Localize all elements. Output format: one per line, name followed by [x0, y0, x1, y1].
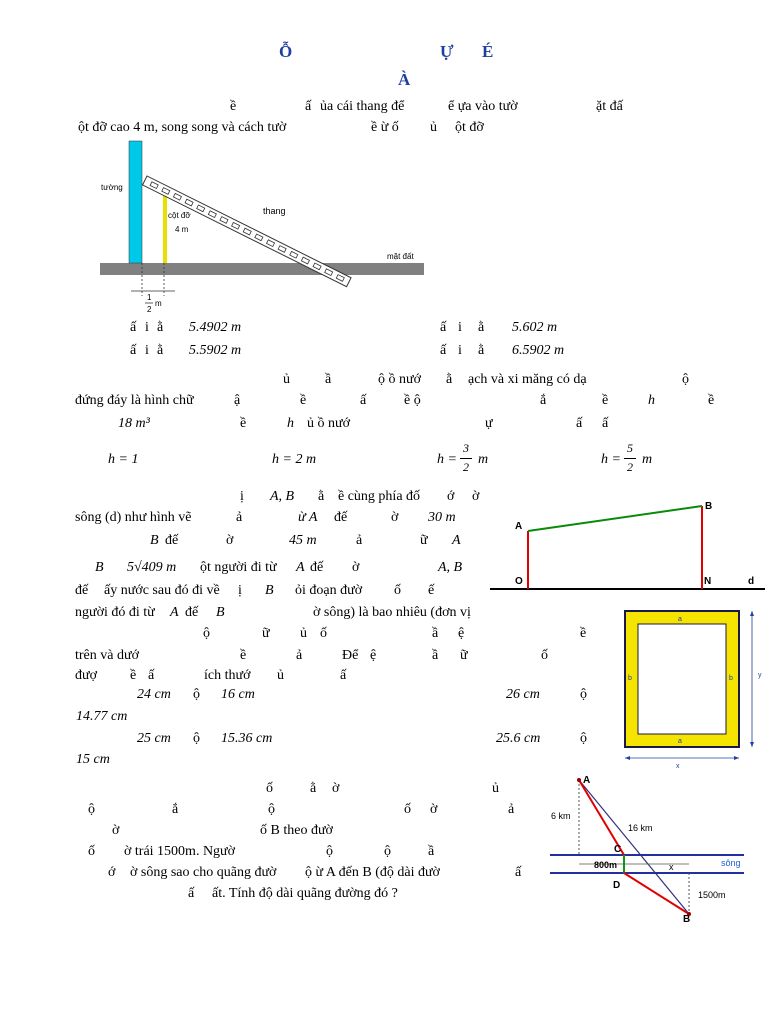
p3-points: A, B: [438, 560, 463, 575]
p2-text: ấ: [602, 416, 609, 431]
p5-text: ớ: [108, 865, 116, 880]
fraction-bar: [460, 458, 472, 459]
title-char-2: Ự: [440, 42, 454, 61]
p3-text: ớ: [447, 489, 455, 504]
p4-text: trên và dướ: [75, 648, 139, 663]
p2-text: ạch và xi măng có dạ: [468, 372, 587, 387]
title-char-3: É: [482, 42, 494, 61]
p3-point-a: A: [170, 605, 179, 620]
p4-option-d-2: 15 cm: [76, 752, 110, 767]
p3-point-b: B: [216, 605, 225, 620]
p3-text: đế: [334, 510, 348, 525]
option-c-text: ằ: [157, 343, 164, 358]
p1-text: ể ựa vào tườ: [448, 99, 518, 114]
p2-text: ầ: [325, 372, 332, 387]
p4-text: ố: [320, 626, 327, 641]
p4-text: Để: [342, 648, 359, 663]
p3-dist-a: 30 m: [428, 510, 456, 525]
label-a-bottom: a: [678, 738, 682, 745]
option-c-text: ấ: [130, 343, 137, 358]
option-b-value: 5.602 m: [512, 320, 558, 335]
wall-label: tường: [101, 183, 123, 192]
p4-option-c-2: 15.36 cm: [221, 731, 273, 746]
p5-text: ố: [88, 844, 95, 859]
p3-text: ờ: [352, 560, 360, 575]
p3-text: ả: [236, 510, 243, 525]
p4-text: ữ: [262, 626, 270, 641]
inner-picture: [638, 624, 726, 734]
label-800m: 800m: [594, 860, 618, 870]
label-x: x: [669, 862, 674, 872]
p2-text: ắ: [540, 393, 547, 408]
p2-text: ề ộ: [404, 393, 421, 408]
option-c-value: 5.5902 m: [189, 343, 242, 358]
p4-text: ữ: [460, 648, 468, 663]
label-a: A: [515, 521, 523, 532]
option-d-text: i: [458, 343, 462, 358]
p5-text: ả: [508, 802, 515, 817]
p5-text: ất. Tính độ dài quãng đường đó ?: [212, 886, 398, 901]
p5-text: ấ: [188, 886, 195, 901]
p4-option-a-sep: ộ: [193, 687, 200, 702]
p3-text: ề cùng phía đố: [338, 489, 421, 504]
label-b-right: b: [729, 675, 733, 682]
option-c-text: i: [145, 343, 149, 358]
p1-text: ề: [230, 99, 237, 114]
p3-text: ố: [394, 583, 401, 598]
p4-option-a-1: 24 cm: [137, 687, 171, 702]
p3-text: ờ: [226, 533, 234, 548]
ground: [100, 263, 424, 275]
p3-text: ế: [428, 583, 435, 598]
option-d-value: 6.5902 m: [512, 343, 565, 358]
p2-volume: 18 m³: [118, 416, 150, 431]
label-b: B: [705, 501, 713, 512]
label-song: sông: [721, 858, 741, 868]
p3-text: ờ: [391, 510, 399, 525]
p5-text: ờ: [112, 823, 120, 838]
option-b-text: ấ: [440, 320, 447, 335]
p5-text: ờ sông sao cho quãng đườ: [130, 865, 277, 880]
p3-text: đế: [310, 560, 324, 575]
p1-text: ột đỡ cao 4 m, song song và cách tườ: [78, 120, 287, 135]
option-a-text: ấ: [130, 320, 137, 335]
p3-text: ữ: [420, 533, 428, 548]
frame-figure: [622, 608, 768, 772]
p3-text: ằ: [318, 489, 325, 504]
label-n: N: [704, 576, 712, 587]
p5-text: ộ: [268, 802, 275, 817]
p3-point-b: B: [150, 533, 159, 548]
p4-option-d-sep: ộ: [580, 731, 587, 746]
p5-text: ố: [404, 802, 411, 817]
p4-text: ộ: [203, 626, 210, 641]
p2-var-h: h: [287, 416, 294, 431]
p3-text: ờ: [472, 489, 480, 504]
p2-text: ủ ồ nướ: [307, 416, 350, 431]
p5-text: ố: [266, 781, 273, 796]
fraction-bar: [624, 458, 636, 459]
p3-points: A, B: [270, 489, 295, 504]
p2-option-b: h = 2 m: [272, 452, 317, 467]
p5-text: ờ: [332, 781, 340, 796]
p5-text: ộ: [384, 844, 391, 859]
option-a-value: 5.4902 m: [189, 320, 242, 335]
p2-option-c: h =: [437, 452, 457, 467]
p4-text: ệ: [370, 648, 377, 663]
p2-option-d-den: 2: [627, 460, 633, 474]
p4-text: ề: [240, 648, 247, 663]
label-a: A: [583, 775, 591, 786]
p1-text: ặt đấ: [596, 99, 623, 114]
p2-text: ộ ồ nướ: [378, 372, 421, 387]
post-label: cột đỡ: [168, 211, 191, 220]
p2-option-c-unit: m: [478, 452, 489, 467]
p3-point-b: B: [95, 560, 104, 575]
p3-text: ờ sông) là bao nhiêu (đơn vị: [313, 605, 471, 620]
p5-text: ộ ừ A đến B (độ dài đườ: [305, 865, 440, 880]
p4-text: ầ: [432, 626, 439, 641]
p2-text: ề: [708, 393, 715, 408]
p2-text: ề: [300, 393, 307, 408]
p4-text: ề: [130, 668, 137, 683]
segment-ab: [579, 780, 689, 914]
option-d-text: ấ: [440, 343, 447, 358]
title-char-1: Ỗ: [279, 42, 293, 61]
label-b: B: [683, 914, 691, 925]
segment-db: [624, 873, 689, 914]
p2-text: đứng đáy là hình chữ: [75, 393, 194, 408]
p4-option-b-2: 14.77 cm: [76, 709, 128, 724]
post-height-label: 4 m: [175, 225, 189, 234]
p1-text: ủ: [430, 120, 437, 135]
p2-option-d-unit: m: [642, 452, 653, 467]
p5-text: ố B theo đườ: [260, 823, 333, 838]
p2-text: ấ: [576, 416, 583, 431]
p5-text: ấ: [515, 865, 522, 880]
p4-text: ả: [296, 648, 303, 663]
p5-text: ằ: [310, 781, 317, 796]
half-numerator: 1: [147, 293, 152, 302]
p5-text: ắ: [172, 802, 179, 817]
p3-text: đế: [165, 533, 179, 548]
p2-option-a: h = 1: [108, 452, 139, 467]
label-x: x: [676, 763, 680, 770]
p4-option-b-1: 26 cm: [506, 687, 540, 702]
p4-text: đượ: [75, 668, 97, 683]
p4-option-c-sep: ộ: [193, 731, 200, 746]
p2-text: ề: [240, 416, 247, 431]
label-b-left: b: [628, 675, 632, 682]
label-1500m: 1500m: [698, 890, 726, 900]
p2-text: ậ: [234, 393, 241, 408]
option-b-text: ằ: [478, 320, 485, 335]
p4-text: ấ: [340, 668, 347, 683]
p2-text: ủ: [283, 372, 290, 387]
label-16km: 16 km: [628, 823, 653, 833]
p2-text: ộ: [682, 372, 689, 387]
p3-text: ả: [356, 533, 363, 548]
p3-text: ỏi đoạn đườ: [295, 583, 363, 598]
p3-point-a: A: [296, 560, 305, 575]
p2-option-c-den: 2: [463, 460, 469, 474]
p4-text: ủ: [277, 668, 284, 683]
p4-text: ố: [541, 648, 548, 663]
label-a-top: a: [678, 616, 682, 623]
p1-text: ấ: [305, 99, 312, 114]
p2-text: ề: [602, 393, 609, 408]
p4-text: ích thướ: [204, 668, 251, 683]
label-6km: 6 km: [551, 811, 571, 821]
title-line-2: À: [398, 70, 411, 89]
support-post: [163, 190, 167, 263]
p5-text: ủ: [492, 781, 499, 796]
p2-text: ấ: [360, 393, 367, 408]
p2-text: ự: [485, 416, 493, 431]
label-d: d: [748, 576, 755, 587]
p4-option-c-1: 25 cm: [137, 731, 171, 746]
ladder-label: thang: [263, 206, 286, 216]
p4-option-b-sep: ộ: [580, 687, 587, 702]
p4-text: ầ: [432, 648, 439, 663]
segment-ab: [528, 506, 702, 531]
label-y: y: [758, 672, 762, 679]
p3-text: đế: [185, 605, 199, 620]
p2-text: ằ: [446, 372, 453, 387]
p4-text: ề: [580, 626, 587, 641]
half-unit: m: [155, 299, 162, 308]
p2-option-d-num: 5: [627, 441, 633, 455]
p1-text: ủa cái thang để: [320, 99, 405, 114]
label-c: C: [614, 844, 622, 855]
p3-text: người đó đi từ: [75, 605, 155, 620]
label-d: D: [613, 880, 621, 891]
ladder-figure: [95, 138, 430, 318]
p2-var-h: h: [648, 393, 655, 408]
p3-point-a: A: [452, 533, 461, 548]
p3-text: đế: [75, 583, 89, 598]
bridge-figure: [548, 772, 748, 925]
p4-option-d-1: 25.6 cm: [496, 731, 541, 746]
p3-text: ị: [240, 489, 244, 504]
p2-option-c-num: 3: [463, 441, 469, 455]
p3-text: sông (d) như hình vẽ: [75, 510, 192, 525]
p4-text: ệ: [458, 626, 465, 641]
p3-text: ấy nước sau đó đi về: [104, 583, 220, 598]
ground-label: mặt đất: [387, 252, 414, 261]
p5-text: ộ: [326, 844, 333, 859]
p5-text: ầ: [428, 844, 435, 859]
option-d-text: ằ: [478, 343, 485, 358]
river-figure: [490, 495, 768, 600]
option-a-text: ằ: [157, 320, 164, 335]
p5-text: ờ: [430, 802, 438, 817]
option-b-text: i: [458, 320, 462, 335]
p3-point-b: B: [265, 583, 274, 598]
half-denominator: 2: [147, 305, 152, 314]
option-a-text: i: [145, 320, 149, 335]
p3-dist-ab: 5√409 m: [127, 560, 177, 575]
p1-text: ề ừ ố: [371, 120, 399, 135]
p4-text: ấ: [148, 668, 155, 683]
p5-text: ờ trái 1500m. Ngườ: [124, 844, 236, 859]
p4-text: ủ: [300, 626, 307, 641]
p3-dist-b: 45 m: [289, 533, 317, 548]
p3-text: ột người đi từ: [200, 560, 277, 575]
wall: [129, 141, 142, 263]
p4-option-a-2: 16 cm: [221, 687, 255, 702]
p3-text: ị: [238, 583, 242, 598]
p3-text: ừ A: [298, 510, 318, 525]
p5-text: ộ: [88, 802, 95, 817]
p1-text: ột đỡ: [455, 120, 484, 135]
label-o: O: [515, 576, 523, 587]
p2-option-d: h =: [601, 452, 621, 467]
